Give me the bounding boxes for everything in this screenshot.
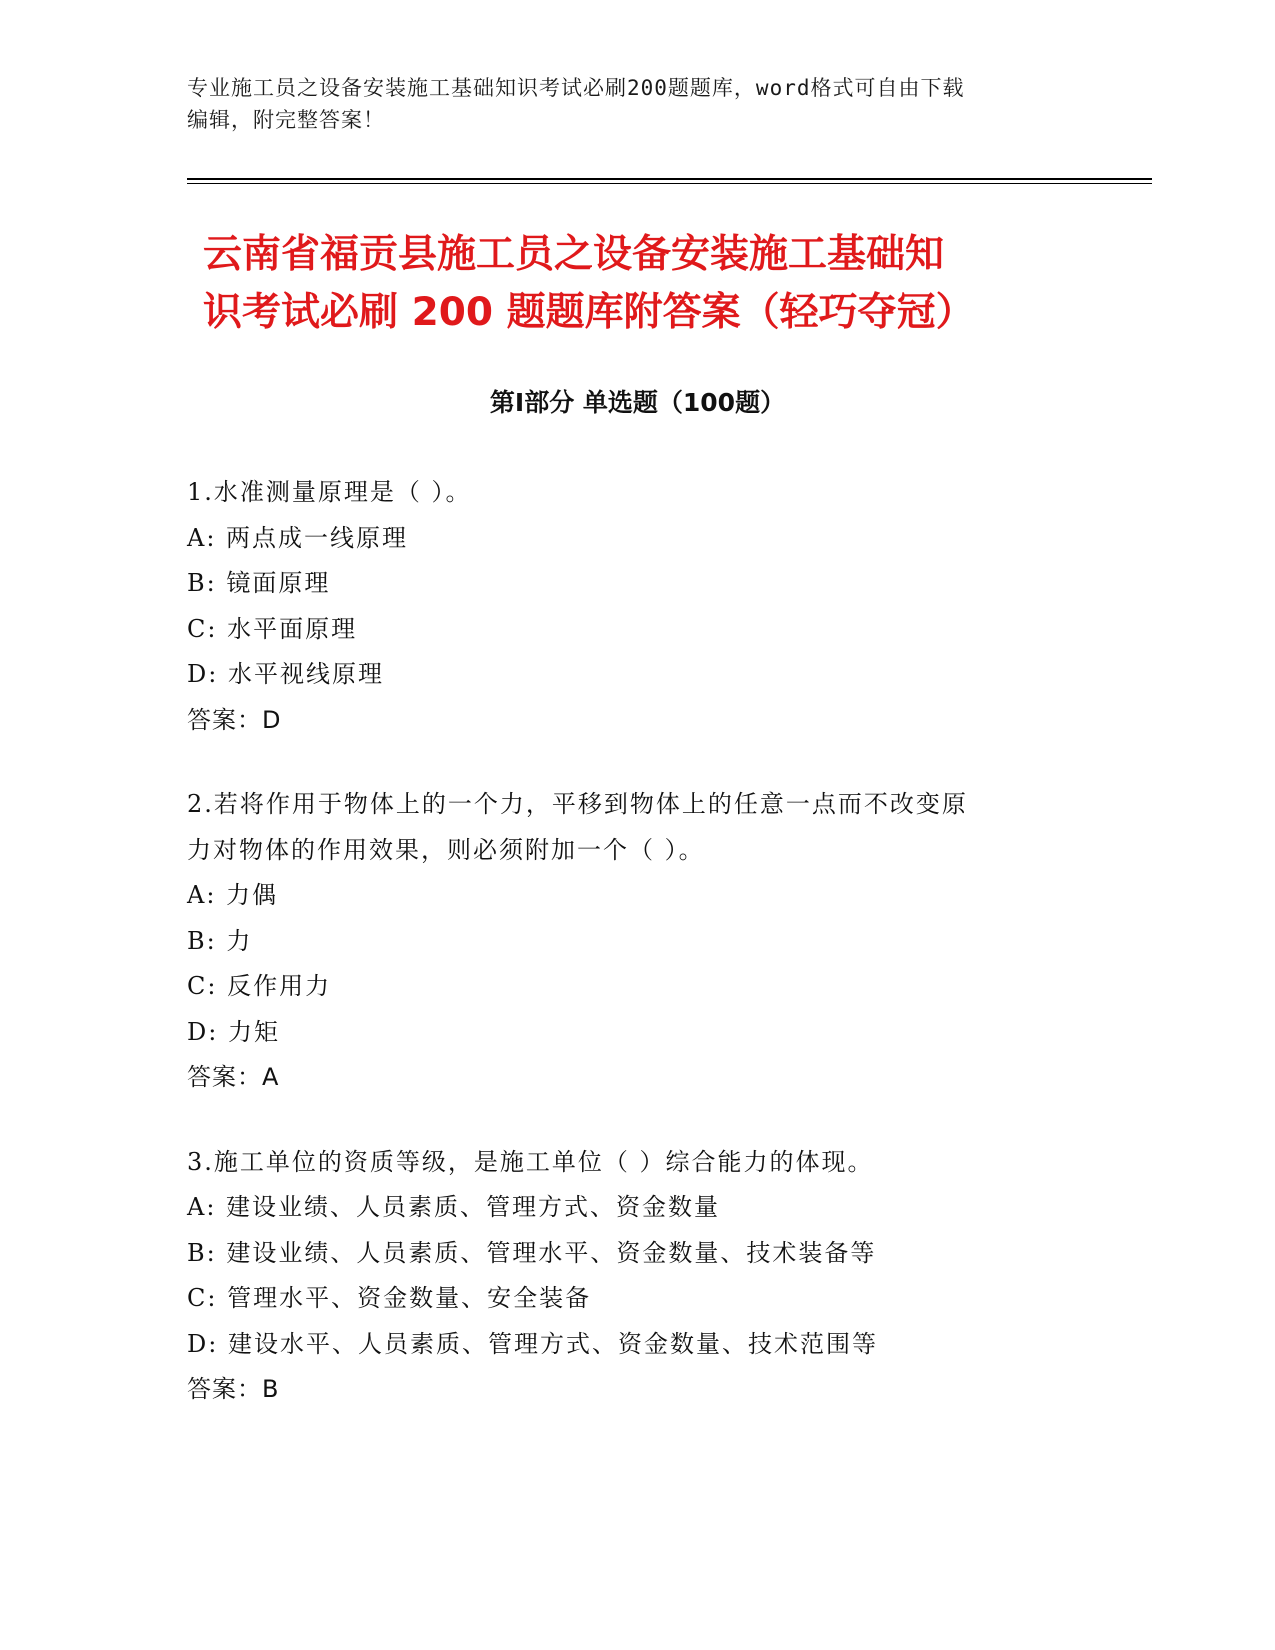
header-divider-thick bbox=[187, 178, 1152, 180]
option-a: A: 建设业绩、人员素质、管理方式、资金数量 bbox=[187, 1193, 721, 1221]
question-stem-line-1: 2.若将作用于物体上的一个力，平移到物体上的任意一点而不改变原 bbox=[187, 790, 968, 818]
option-d: D: 力矩 bbox=[187, 1017, 280, 1046]
section-heading: 第Ⅰ部分 单选题（100题） bbox=[489, 388, 786, 417]
option-d: D: 建设水平、人员素质、管理方式、资金数量、技术范围等 bbox=[187, 1329, 878, 1358]
answer: 答案：D bbox=[187, 705, 282, 734]
option-b: B: 建设业绩、人员素质、管理水平、资金数量、技术装备等 bbox=[187, 1238, 877, 1267]
header-note-line-2: 编辑，附完整答案！ bbox=[187, 108, 385, 132]
option-c: C: 水平面原理 bbox=[187, 614, 358, 643]
option-d: D: 水平视线原理 bbox=[187, 660, 384, 688]
header-note-line-1: 专业施工员之设备安装施工基础知识考试必刷200题题库，word格式可自由下载 bbox=[187, 76, 965, 100]
option-b: B: 镜面原理 bbox=[187, 569, 331, 597]
document-title bbox=[203, 226, 1103, 342]
question-stem-line-2: 力对物体的作用效果，则必须附加一个（ ）。 bbox=[187, 835, 705, 864]
question-list bbox=[187, 470, 1087, 1452]
option-c: C: 管理水平、资金数量、安全装备 bbox=[187, 1284, 592, 1312]
question-stem: 1.水准测量原理是（ ）。 bbox=[187, 478, 472, 506]
option-a: A: 两点成一线原理 bbox=[187, 523, 409, 552]
answer: 答案：A bbox=[187, 1063, 280, 1091]
question-stem: 3.施工单位的资质等级，是施工单位（ ）综合能力的体现。 bbox=[187, 1147, 874, 1176]
option-c: C: 反作用力 bbox=[187, 972, 332, 1000]
option-a: A: 力偶 bbox=[187, 881, 279, 909]
document-title-line-2: 识考试必刷 200 题题库附答案（轻巧夺冠） bbox=[203, 290, 975, 335]
header-divider-thin bbox=[187, 183, 1152, 184]
header-note bbox=[187, 72, 1087, 136]
question-2 bbox=[187, 782, 1087, 1101]
answer: 答案：B bbox=[187, 1375, 280, 1403]
question-3 bbox=[187, 1140, 1087, 1413]
option-b: B: 力 bbox=[187, 926, 253, 955]
document-title-line-1: 云南省福贡县施工员之设备安装施工基础知 bbox=[203, 232, 945, 277]
question-1 bbox=[187, 470, 1087, 743]
